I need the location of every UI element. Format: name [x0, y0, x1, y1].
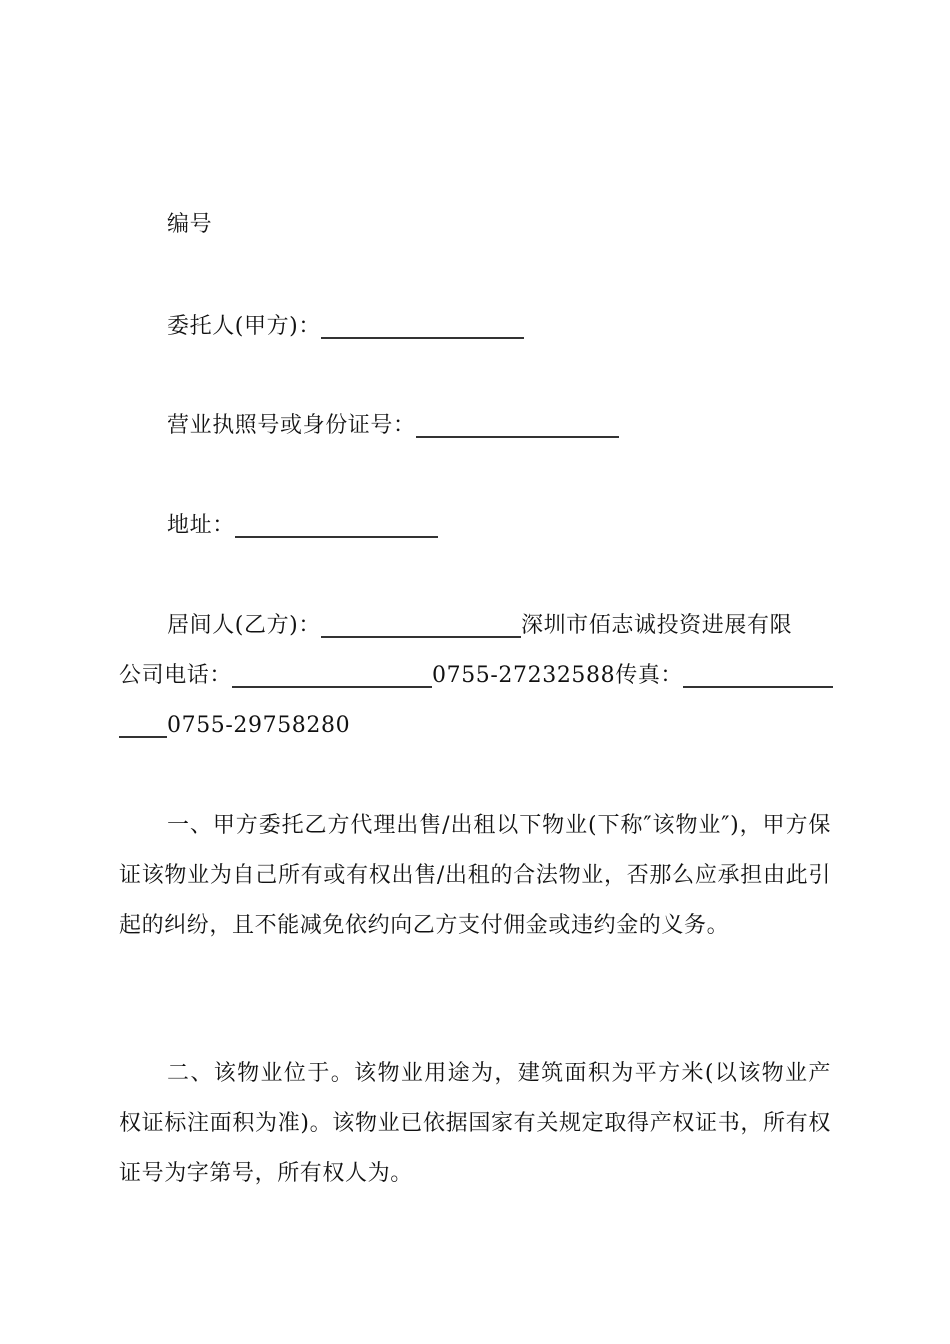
address-label: 地址：: [167, 513, 235, 538]
phone-blank: [232, 686, 432, 688]
fax-value: 0755-29758280: [167, 713, 351, 738]
agent-company-line2: 公司电话：: [119, 663, 233, 688]
agent-blank: [321, 636, 521, 638]
clause-2: 二、该物业位于。该物业用途为，建筑面积为平方米(以该物业产权证标注面积为准)。该物业已依据国家有关规定取得产权证书，所有权证号为字第号，所有权人为。: [119, 1061, 831, 1186]
clause-1: 一、甲方委托乙方代理出售/出租以下物业(下称″该物业″)，甲方保证该物业为自己所有或有权出售/出租的合法物业，否那么应承担由此引起的纠纷，且不能减免依约向乙方支付佣金或违约金的义务。: [119, 813, 831, 938]
agent-line-2: [119, 651, 831, 701]
document-number-line: [119, 200, 831, 250]
agent-line-1: [119, 601, 831, 651]
client-label: 委托人(甲方)：: [167, 314, 321, 339]
license-label: 营业执照号或身份证号：: [167, 413, 416, 438]
license-blank: [416, 436, 619, 438]
client-blank: [321, 337, 524, 339]
phone-value: 0755-27232588: [432, 663, 616, 688]
document-number-label: 编号: [167, 212, 213, 237]
agent-line-3: [119, 701, 831, 751]
client-line: [119, 302, 831, 352]
agent-company-line1: 深圳市佰志诚投资进展有限: [520, 613, 793, 638]
agent-block: [119, 601, 831, 751]
fax-blank-2: [119, 736, 167, 738]
address-blank: [235, 536, 438, 538]
license-line: [119, 401, 831, 451]
fax-label: 传真：: [615, 663, 684, 688]
agent-label: 居间人(乙方)：: [167, 613, 321, 638]
address-line: [119, 501, 831, 551]
fax-blank-1: [683, 686, 833, 688]
